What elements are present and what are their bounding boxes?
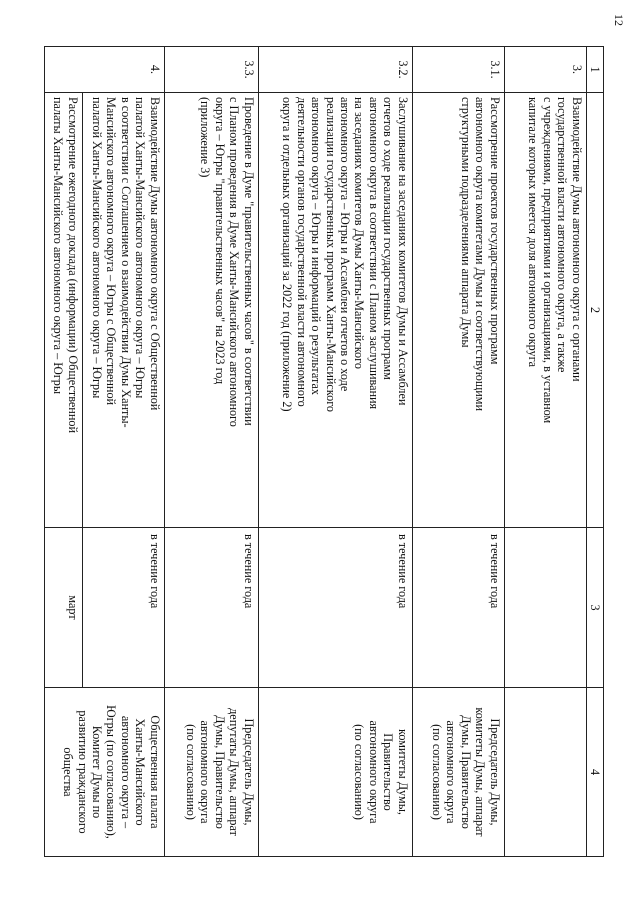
table-row	[504, 47, 586, 857]
column-header-2: 2	[586, 93, 603, 528]
page-number: 12	[612, 14, 626, 26]
row-date: в течение года	[164, 528, 258, 688]
table-row	[164, 47, 258, 857]
plan-table-container	[44, 46, 604, 856]
row-responsible	[504, 688, 586, 857]
plan-table	[44, 46, 604, 857]
column-header-3: 3	[586, 528, 603, 688]
row-text: Взаимодействие Думы автономного округа с органами государственной власти автономного округа, а также с учреждениями, предприятиями и организациями, в уставном капитале которых имеется доля автономного округа	[504, 93, 586, 528]
table-row	[412, 47, 504, 857]
row-number: 4.	[44, 47, 164, 93]
row-date: март	[44, 528, 82, 688]
row-number: 3.3.	[164, 47, 258, 93]
column-header-4: 4	[586, 688, 603, 857]
row-text: Рассмотрение проектов государственных программ автономного округа комитетами Думы и соответствующими структурными подразделениями аппарата Думы	[412, 93, 504, 528]
row-date: в течение года	[258, 528, 412, 688]
row-text: Заслушивание на заседаниях комитетов Думы и Ассамблеи отчетов о ходе реализации государственных программ автономного округа в соответствии с Планом заслушивания на заседаниях комитетов Думы Ханты-Мансийского автономного округа – Югры и Ассамблеи отчетов о ходе реализации государственных программ Ханты-Мансийского автономного округа – Югры и информаций о результатах деятельности органов государственной власти автономного округа и отдельных организаций за 2022 год (приложение 2)	[258, 93, 412, 528]
row-text: Взаимодействие Думы автономного округа с Общественной палатой Ханты-Мансийского автономного округа – Югры в соответствии с Соглашением о взаимодействии Думы Ханты- Мансийского автономного округа – Югры с Общественной палатой Ханты-Мансийского автономного округа – Югры	[82, 93, 164, 528]
header-row	[586, 47, 603, 857]
row-responsible: Председатель Думы, комитеты Думы, аппарат Думы, Правительство автономного округа (по согласованию)	[412, 688, 504, 857]
table-row	[258, 47, 412, 857]
table-row	[82, 47, 164, 857]
row-date: в течение года	[82, 528, 164, 688]
row-text: Рассмотрение ежегодного доклада (информации) Общественной палаты Ханты-Мансийского автономного округа – Югры	[44, 93, 82, 528]
row-number: 3.1.	[412, 47, 504, 93]
row-responsible: Председатель Думы, депутаты Думы, аппарат Думы, Правительство автономного округа (по согласованию)	[164, 688, 258, 857]
row-responsible: Общественная палата Ханты-Мансийского автономного округа – Югры (по согласованию), Комитет Думы по развитию гражданского общества	[44, 688, 164, 857]
row-responsible: комитеты Думы, Правительство автономного округа (по согласованию)	[258, 688, 412, 857]
column-header-1: 1	[586, 47, 603, 93]
row-date: в течение года	[412, 528, 504, 688]
row-date	[504, 528, 586, 688]
row-number: 3.	[504, 47, 586, 93]
row-text: Проведение в Думе "правительственных часов" в соответствии с Планом проведения в Думе Ханты-Мансийского автономного округа – Югры "правительственных часов" на 2023 год (приложение 3)	[164, 93, 258, 528]
row-number: 3.2.	[258, 47, 412, 93]
